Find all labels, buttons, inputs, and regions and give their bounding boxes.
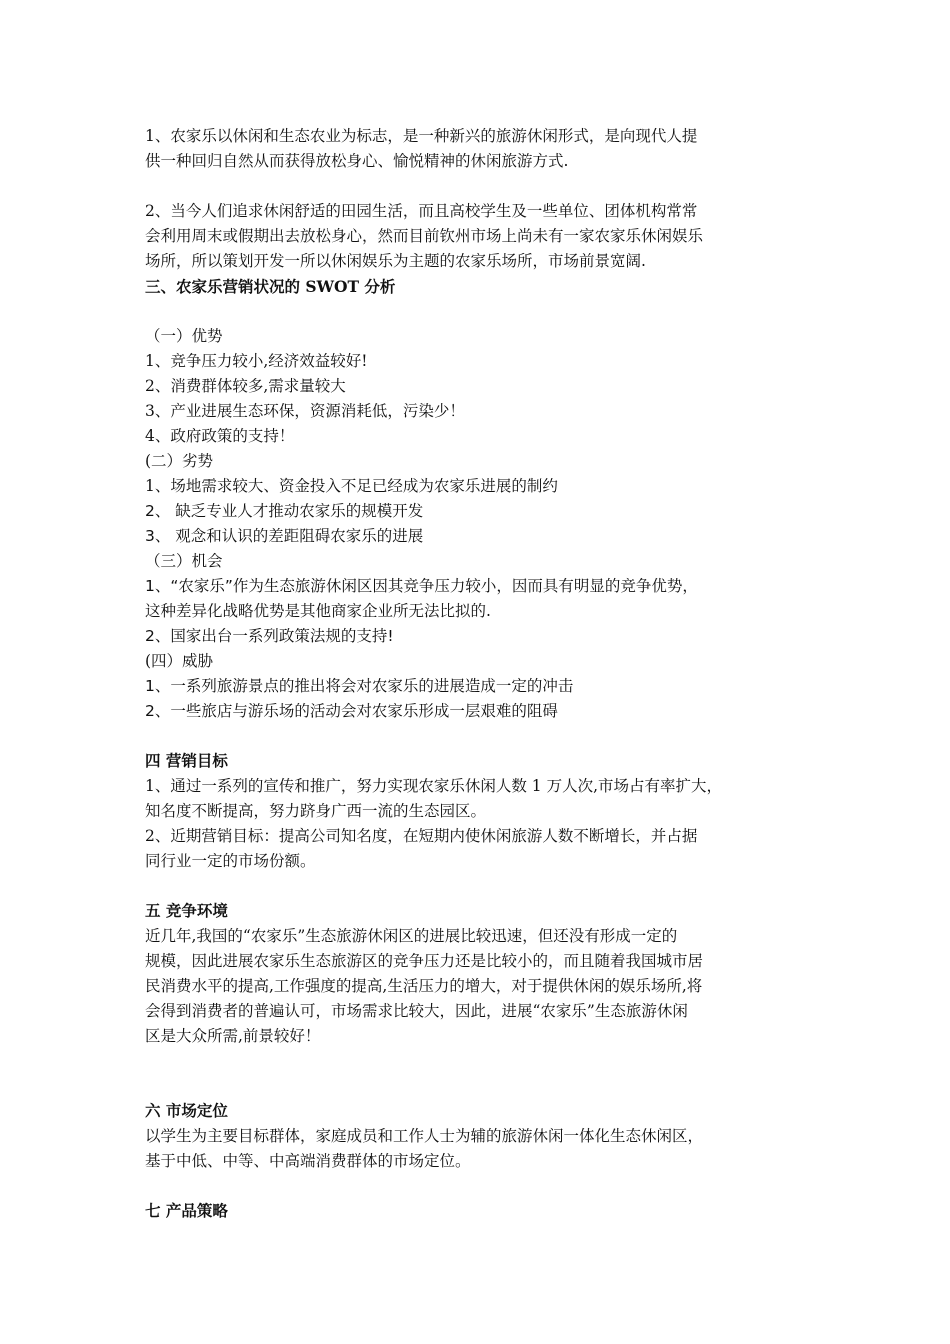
goals-line: 2、近期营销目标：提高公司知名度，在短期内使休闲旅游人数不断增长，并占据 [145, 827, 698, 845]
goals-line: 1、通过一系列的宣传和推广，努力实现农家乐休闲人数 1 万人次,市场占有率扩大， [145, 777, 723, 795]
intro-p2-line1: 2、当今人们追求休闲舒适的田园生活，而且高校学生及一些单位、团体机构常常 [145, 202, 698, 220]
strength-item: 2、消费群体较多,需求量较大 [145, 377, 346, 395]
competition-line: 民消费水平的提高,工作强度的提高,生活压力的增大，对于提供休闲的娱乐场所,将 [145, 977, 703, 995]
competition-line: 规模，因此进展农家乐生态旅游区的竞争压力还是比较小的，而且随着我国城市居 [145, 952, 704, 970]
intro-p1-line2: 供一种回归自然从而获得放松身心、愉悦精神的休闲旅游方式. [145, 152, 569, 170]
intro-p2-line3: 场所，所以策划开发一所以休闲娱乐为主题的农家乐场所，市场前景宽阔. [145, 252, 646, 270]
weaknesses-label: (二）劣势 [145, 452, 214, 470]
threat-item: 1、一系列旅游景点的推出将会对农家乐的进展造成一定的冲击 [145, 677, 574, 695]
swot-heading: 三、农家乐营销状况的 SWOT 分析 [145, 277, 396, 296]
positioning-heading: 六 市场定位 [145, 1102, 228, 1120]
competition-line: 会得到消费者的普遍认可，市场需求比较大，因此，进展“农家乐”生态旅游休闲 [145, 1002, 688, 1020]
strength-item: 4、政府政策的支持！ [145, 427, 295, 445]
weakness-item: 3、 观念和认识的差距阻碍农家乐的进展 [145, 527, 424, 545]
competition-heading: 五 竞争环境 [145, 902, 228, 920]
positioning-line: 以学生为主要目标群体，家庭成员和工作人士为辅的旅游休闲一体化生态休闲区， [145, 1127, 704, 1145]
goals-line: 同行业一定的市场份额。 [145, 852, 316, 870]
opportunity-item: 这种差异化战略优势是其他商家企业所无法比拟的. [145, 602, 491, 620]
weakness-item: 2、 缺乏专业人才推动农家乐的规模开发 [145, 502, 424, 520]
competition-line: 近几年,我国的“农家乐”生态旅游休闲区的进展比较迅速，但还没有形成一定的 [145, 927, 678, 945]
positioning-line: 基于中低、中等、中高端消费群体的市场定位。 [145, 1152, 471, 1170]
document-page [145, 124, 825, 1224]
competition-line: 区是大众所需,前景较好！ [145, 1027, 321, 1045]
intro-p2-line2: 会利用周末或假期出去放松身心，然而目前钦州市场上尚未有一家农家乐休闲娱乐 [145, 227, 704, 245]
weakness-item: 1、场地需求较大、资金投入不足已经成为农家乐进展的制约 [145, 477, 558, 495]
product-heading: 七 产品策略 [145, 1202, 228, 1220]
threat-item: 2、一些旅店与游乐场的活动会对农家乐形成一层艰难的阻碍 [145, 702, 558, 720]
intro-p1-line1: 1、农家乐以休闲和生态农业为标志，是一种新兴的旅游休闲形式，是向现代人提 [145, 127, 698, 145]
goals-heading: 四 营销目标 [145, 752, 228, 770]
strength-item: 1、竞争压力较小,经济效益较好! [145, 352, 368, 370]
opportunity-item: 1、“农家乐”作为生态旅游休闲区因其竞争压力较小，因而具有明显的竞争优势， [145, 577, 698, 595]
goals-line: 知名度不断提高，努力跻身广西一流的生态园区。 [145, 802, 487, 820]
strengths-label: （一）优势 [145, 327, 223, 345]
opportunities-label: （三）机会 [145, 552, 223, 570]
strength-item: 3、产业进展生态环保，资源消耗低，污染少！ [145, 402, 465, 420]
opportunity-item: 2、国家出台一系列政策法规的支持! [145, 627, 394, 645]
threats-label: (四）威胁 [145, 652, 214, 670]
